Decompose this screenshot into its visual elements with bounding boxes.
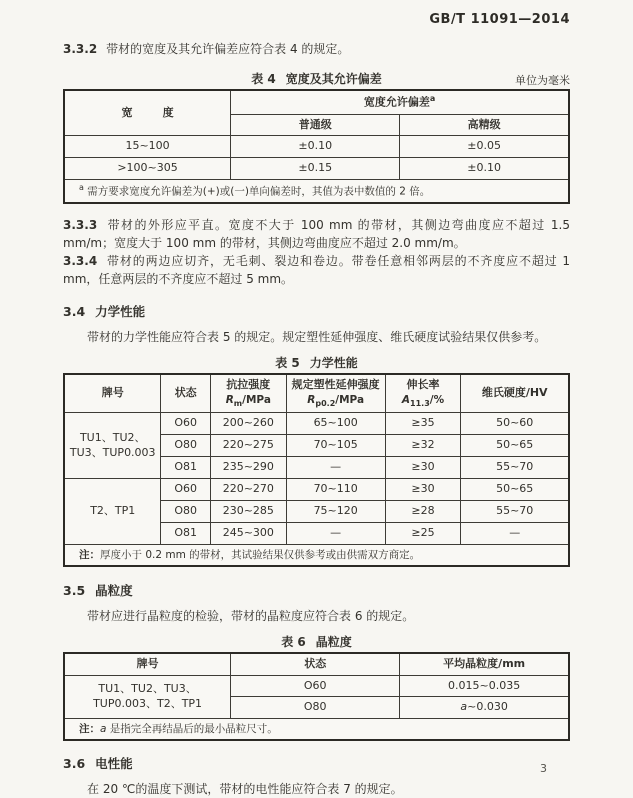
table-row	[64, 158, 569, 180]
cell-rm: 245~300	[210, 522, 286, 544]
page-number: 3	[540, 762, 547, 775]
table4-label: 表 4	[251, 72, 276, 86]
symbol: a	[100, 723, 107, 736]
table-row	[64, 136, 569, 158]
table4	[63, 89, 570, 204]
document-reference: GB/T 11091—2014	[429, 12, 570, 27]
grade-line: TU3、TUP0.003	[69, 445, 156, 459]
cell-a: ≥25	[385, 522, 461, 544]
grade-line: TU1、TU2、TU3、	[98, 682, 197, 696]
footnote-text: 需方要求宽度允许偏差为(+)或(一)单向偏差时，其值为表中数值的 2 倍。	[87, 185, 431, 198]
header-text: 抗拉强度	[226, 377, 271, 391]
clause-text: 带材的两边应切齐，无毛刺、裂边和卷边。带卷任意相邻两层的不齐度应不超过 1 mm，任意两层的不齐度应不超过 5 mm。	[63, 253, 570, 286]
cell-size	[400, 675, 569, 697]
table5-header-proof-strength	[286, 374, 385, 413]
cell-width-range: 15~100	[64, 136, 231, 158]
section-3-4-heading	[63, 302, 570, 320]
cell-state: O80	[161, 435, 210, 457]
section-number: 3.4	[63, 303, 86, 319]
symbol: R	[225, 393, 234, 406]
table4-header-normal-grade: 普通级	[231, 114, 400, 136]
symbol: A	[401, 393, 411, 406]
table-row	[64, 180, 569, 203]
cell-grade-group	[64, 478, 161, 544]
value: ~0.030	[467, 700, 508, 714]
table-row	[64, 413, 569, 435]
cell-state: O60	[161, 478, 210, 500]
note-label: 注：	[79, 723, 100, 736]
table5	[63, 373, 570, 567]
table4-header-high-grade: 高精级	[400, 114, 569, 136]
cell-state: O80	[161, 500, 210, 522]
cell-grade-group	[64, 413, 161, 479]
table4-header-deviation	[231, 90, 569, 114]
cell-hv: —	[461, 522, 569, 544]
cell-high-dev: ±0.10	[400, 158, 569, 180]
cell-a: ≥35	[385, 413, 461, 435]
header-text: 规定塑性延伸强度	[291, 377, 380, 391]
cell-width-range: >100~305	[64, 158, 231, 180]
clause-number: 3.3.2	[63, 42, 98, 56]
section-title: 电性能	[95, 756, 133, 772]
table6	[63, 652, 570, 742]
section-3-6-body: 在 20 ℃的温度下测试，带材的电性能应符合表 7 的规定。	[87, 782, 403, 797]
table6-header-grade: 牌号	[64, 653, 231, 675]
table5-title: 力学性能	[309, 355, 358, 370]
table4-footnote	[64, 180, 569, 203]
cell-rp: 75~120	[286, 500, 385, 522]
subscript: 11.3	[410, 398, 430, 408]
footnote-marker: a	[429, 94, 436, 103]
table6-note	[64, 719, 569, 741]
cell-rm: 230~285	[210, 500, 286, 522]
cell-a: ≥30	[385, 478, 461, 500]
section-3-6-heading	[63, 754, 570, 772]
section-title: 力学性能	[95, 303, 146, 319]
cell-high-dev: ±0.05	[400, 136, 569, 158]
header-text: 宽度允许偏差	[363, 95, 430, 109]
cell-rm: 235~290	[210, 457, 286, 479]
footnote-marker: a	[79, 183, 84, 193]
clause-3-3-3	[63, 216, 570, 252]
table6-caption	[63, 633, 570, 650]
clause-number: 3.3.4	[63, 253, 98, 268]
cell-rp: 70~110	[286, 478, 385, 500]
cell-hv: 55~70	[461, 457, 569, 479]
table4-caption	[63, 70, 570, 87]
symbol: R	[307, 393, 316, 406]
table-row	[64, 719, 569, 741]
table6-label: 表 6	[281, 634, 306, 649]
table5-header-elongation	[385, 374, 461, 413]
section-number: 3.6	[63, 756, 86, 772]
cell-normal-dev: ±0.10	[231, 136, 400, 158]
cell-hv: 50~65	[461, 435, 569, 457]
table4-header-width: 宽 度	[64, 90, 231, 136]
cell-rp: —	[286, 522, 385, 544]
cell-size	[400, 697, 569, 719]
clause-text: 带材的外形应平直。宽度不大于 100 mm 的带材，其侧边弯曲度应不超过 1.5 mm/m；宽度大于 100 mm 的带材，其侧边弯曲度应不超过 2.0 mm/m。	[63, 217, 570, 250]
cell-a: ≥32	[385, 435, 461, 457]
cell-state: O60	[231, 675, 400, 697]
subscript: p0.2	[315, 398, 336, 408]
table6-title: 晶粒度	[315, 634, 352, 649]
section-3-5-heading	[63, 581, 570, 599]
table-row	[64, 374, 569, 413]
cell-grade-group	[64, 675, 231, 719]
cell-a: ≥28	[385, 500, 461, 522]
clause-number: 3.3.3	[63, 217, 98, 232]
header-text: 伸长率	[406, 377, 440, 391]
clause-3-3-2	[63, 40, 570, 58]
section-title: 晶粒度	[95, 582, 133, 598]
value: 0.015~0.035	[448, 678, 521, 692]
header-formula	[215, 393, 282, 410]
section-number: 3.5	[63, 582, 86, 598]
header-formula	[291, 393, 381, 410]
cell-rp: 70~105	[286, 435, 385, 457]
table5-header-hardness: 维氏硬度/HV	[461, 374, 569, 413]
note-text: 是指完全再结晶后的最小晶粒尺寸。	[106, 723, 278, 736]
table4-title: 宽度及其允许偏差	[285, 72, 382, 86]
header-formula	[390, 393, 457, 410]
unit: /MPa	[242, 393, 271, 406]
table6-header-grain-size: 平均晶粒度/mm	[400, 653, 569, 675]
table4-unit-note: 单位为毫米	[515, 74, 570, 87]
table-row	[64, 478, 569, 500]
cell-state: O81	[161, 457, 210, 479]
clause-3-3-4	[63, 252, 570, 288]
table5-header-tensile	[210, 374, 286, 413]
cell-state: O81	[161, 522, 210, 544]
table-row	[64, 675, 569, 697]
cell-hv: 55~70	[461, 500, 569, 522]
cell-rm: 220~275	[210, 435, 286, 457]
cell-state: O60	[161, 413, 210, 435]
cell-rp: 65~100	[286, 413, 385, 435]
table5-note	[64, 544, 569, 566]
grade-line: TUP0.003、T2、TP1	[93, 696, 203, 710]
table5-header-state: 状态	[161, 374, 210, 413]
cell-normal-dev: ±0.15	[231, 158, 400, 180]
table6-header-state: 状态	[231, 653, 400, 675]
section-3-5-body: 带材应进行晶粒度的检验，带材的晶粒度应符合表 6 的规定。	[87, 608, 415, 623]
unit: /%	[429, 393, 445, 406]
subscript: m	[233, 398, 243, 408]
symbol: a	[460, 700, 468, 714]
note-label: 注：	[79, 548, 100, 561]
table5-label: 表 5	[275, 355, 300, 370]
cell-rp: —	[286, 457, 385, 479]
cell-a: ≥30	[385, 457, 461, 479]
cell-state: O80	[231, 697, 400, 719]
unit: /MPa	[335, 393, 365, 406]
cell-hv: 50~65	[461, 478, 569, 500]
table5-caption	[63, 354, 570, 371]
table5-header-grade: 牌号	[64, 374, 161, 413]
grade-line: TU1、TU2、	[79, 430, 146, 444]
note-text: 厚度小于 0.2 mm 的带材，其试验结果仅供参考或由供需双方商定。	[100, 548, 421, 561]
cell-hv: 50~60	[461, 413, 569, 435]
section-3-4-body: 带材的力学性能应符合表 5 的规定。规定塑性延伸强度、维氏硬度试验结果仅供参考。	[87, 329, 547, 344]
grade-line: T2、TP1	[90, 503, 136, 517]
table-row	[64, 653, 569, 675]
table-row	[64, 544, 569, 566]
table-row	[64, 90, 569, 114]
cell-rm: 220~270	[210, 478, 286, 500]
cell-rm: 200~260	[210, 413, 286, 435]
clause-text: 带材的宽度及其允许偏差应符合表 4 的规定。	[106, 42, 350, 56]
